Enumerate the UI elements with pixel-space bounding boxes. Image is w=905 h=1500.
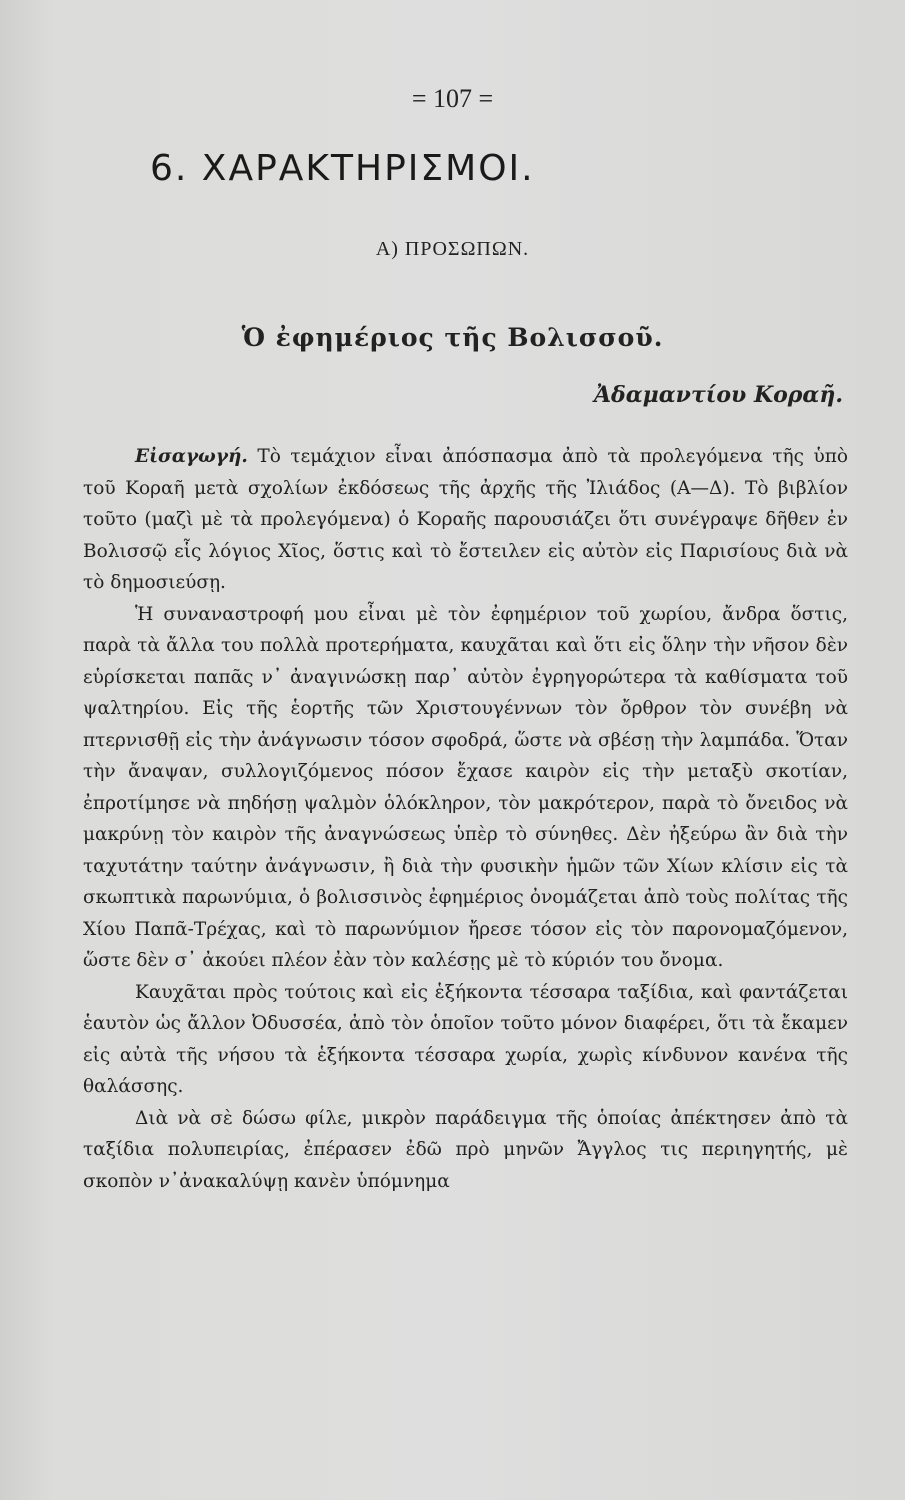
paragraph [83, 599, 848, 977]
paragraph-text: Διὰ νὰ σὲ δώσω φίλε, μικρὸν παράδειγμα τῆς ὁποίας ἀπέκτησεν ἀπὸ τὰ ταξίδια πολυπειρίας, ἐπέρασεν ἐδῶ πρὸ μηνῶν Ἄγγλος τις περιηγητής, μὲ σκοπὸν ν᾽ἀνακαλύψῃ κανὲν ὑπόμνημα [83, 1107, 848, 1192]
paragraph [83, 977, 848, 1103]
author-name: Ἀδαμαντίου Κοραῆ. [593, 382, 843, 408]
subsection-heading: Α) ΠΡΟΣΩΠΩΝ. [375, 238, 530, 260]
intro-label: Εἰσαγωγή. [135, 446, 248, 467]
paragraph-text: Καυχᾶται πρὸς τούτοις καὶ εἰς ἑξήκοντα τέσσαρα ταξίδια, καὶ φαντάζεται ἑαυτὸν ὡς ἄλλον Ὀδυσσέα, ἀπὸ τὸν ὁποῖον τοῦτο μόνον διαφέρει, ὅτι τὰ ἔκαμεν εἰς αὐτὰ τῆς νήσου τὰ ἑξήκοντα τέσσαρα χωρία, χωρὶς κίνδυνον κανένα τῆς θαλάσσης. [83, 981, 848, 1097]
paragraph-text: Ἡ συναναστροφή μου εἶναι μὲ τὸν ἐφημέριον τοῦ χωρίου, ἄνδρα ὅστις, παρὰ τὰ ἄλλα του πολλὰ προτερήματα, καυχᾶται καὶ ὅτι εἰς ὅλην τὴν νῆσον δὲν εὑρίσκεται παπᾶς ν᾽ ἀναγινώσκῃ παρ᾽ αὐτὸν ἐγρηγορώτερα τὰ καθίσματα τοῦ ψαλτηρίου. Εἰς τῆς ἑορτῆς τῶν Χριστουγέννων τὸν ὄρθρον τὸν συνέβη νὰ πτερνισθῇ εἰς τὴν ἀνάγνωσιν τόσον σφοδρά, ὥστε νὰ σβέσῃ τὴν λαμπάδα. Ὅταν τὴν ἄναψαν, συλλογιζόμενος πόσον ἔχασε καιρὸν εἰς τὴν μεταξὺ σκοτίαν, ἐπροτίμησε νὰ πηδήσῃ ψαλμὸν ὁλόκληρον, τὸν μακρότερον, παρὰ τὸ ὄνειδος νὰ μακρύνῃ τὸν καιρὸν τῆς ἀναγνώσεως ὑπὲρ τὸ σύνηθες. Δὲν ἠξεύρω ἂν διὰ τὴν ταχυτάτην ταύτην ἀνάγνωσιν, ἢ διὰ τὴν φυσικὴν ἡμῶν τῶν Χίων κλίσιν εἰς τὰ σκωπτικὰ παρωνύμια, ὁ βολισσινὸς ἐφημέριος ὀνομάζεται ἀπὸ τοὺς πολίτας τῆς Χίου Παπᾶ-Τρέχας, καὶ τὸ παρωνύμιον ἤρεσε τόσον εἰς τὸν παρονομαζόμενον, ὥστε δὲν σ᾽ ἀκούει πλέον ἐὰν τὸν καλέσῃς μὲ τὸ κύριόν του ὄνομα. [83, 603, 848, 971]
body-text [83, 441, 848, 1197]
page-number: = 107 = [411, 84, 494, 113]
paragraph [83, 1103, 848, 1198]
article-title: Ὁ ἐφημέριος τῆς Βολισσοῦ. [241, 323, 664, 352]
paragraph [83, 441, 848, 599]
paragraph-text: Τὸ τεμάχιον εἶναι ἀπόσπασμα ἀπὸ τὰ προλεγόμενα τῆς ὑπὸ τοῦ Κοραῆ μετὰ σχολίων ἐκδόσεως τῆς ἀρχῆς τῆς Ἰλιάδος (Α—Δ). Τὸ βιβλίον τοῦτο (μαζὶ μὲ τὰ προλεγόμενα) ὁ Κοραῆς παρουσιάζει ὅτι συνέγραψε δῆθεν ἐν Βολισσῷ εἷς λόγιος Χῖος, ὅστις καὶ τὸ ἔστειλεν εἰς αὐτὸν εἰς Παρισίους διὰ νὰ τὸ δημοσιεύσῃ. [83, 446, 848, 593]
section-title: 6. ΧΑΡΑΚΤΗΡΙΣΜΟΙ. [150, 148, 535, 189]
